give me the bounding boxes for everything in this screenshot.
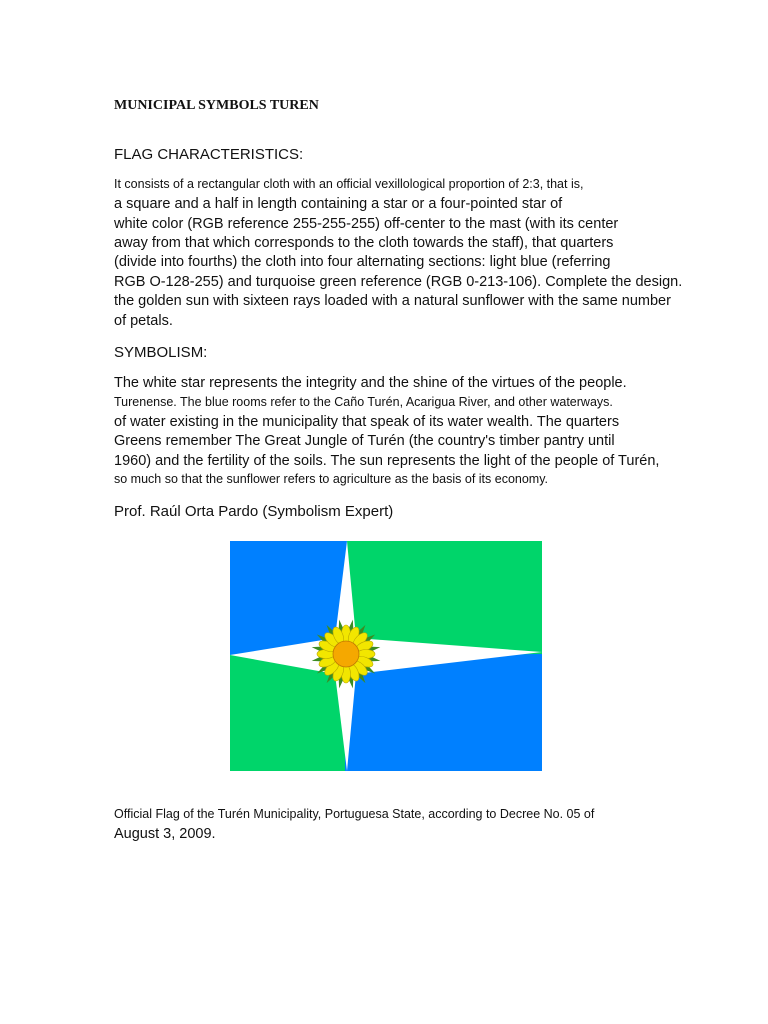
symbolism-heading: SYMBOLISM: xyxy=(114,344,208,361)
symbolism-text-line: Greens remember The Great Jungle of Turén (the country's timber pantry until xyxy=(114,433,615,449)
flag-text-line: of petals. xyxy=(114,313,173,329)
flag-text-line: a square and a half in length containing a star or a four-pointed star of xyxy=(114,196,563,212)
turen-flag-image xyxy=(230,541,542,771)
flag-characteristics-heading: FLAG CHARACTERISTICS: xyxy=(114,146,304,163)
flag-caption-line: Official Flag of the Turén Municipality, Portuguesa State, according to Decree No. 05 of xyxy=(114,807,595,821)
flag-text-line: white color (RGB reference 255-255-255) off-center to the mast (with its center xyxy=(114,216,619,232)
symbolism-text-line: of water existing in the municipality that speak of its water wealth. The quarters xyxy=(114,414,620,430)
flag-text-line: away from that which corresponds to the cloth towards the staff), that quarters xyxy=(114,235,614,251)
flag-quarter-green-top-right xyxy=(345,541,542,656)
flag-text-line: the golden sun with sixteen rays loaded with a natural sunflower with the same number xyxy=(114,293,671,309)
author-credit: Prof. Raúl Orta Pardo (Symbolism Expert) xyxy=(114,503,394,520)
symbolism-text-line: 1960) and the fertility of the soils. The sun represents the light of the people of Turén, xyxy=(114,453,660,469)
flag-text-line: (divide into fourths) the cloth into four alternating sections: light blue (referring xyxy=(114,254,611,270)
symbolism-text-line: so much so that the sunflower refers to agriculture as the basis of its economy. xyxy=(114,472,549,486)
symbolism-text-line: Turenense. The blue rooms refer to the Caño Turén, Acarigua River, and other waterways. xyxy=(114,395,613,409)
flag-caption-line: August 3, 2009. xyxy=(114,826,216,842)
sun-center xyxy=(333,641,359,667)
flag-text-line: It consists of a rectangular cloth with an official vexillological proportion of 2:3, that is, xyxy=(114,177,584,191)
symbolism-text-line: The white star represents the integrity and the shine of the virtues of the people. xyxy=(114,375,627,391)
flag-text-line: RGB O-128-255) and turquoise green reference (RGB 0-213-106). Complete the design. xyxy=(114,274,683,290)
page-title: MUNICIPAL SYMBOLS TUREN xyxy=(114,98,319,113)
